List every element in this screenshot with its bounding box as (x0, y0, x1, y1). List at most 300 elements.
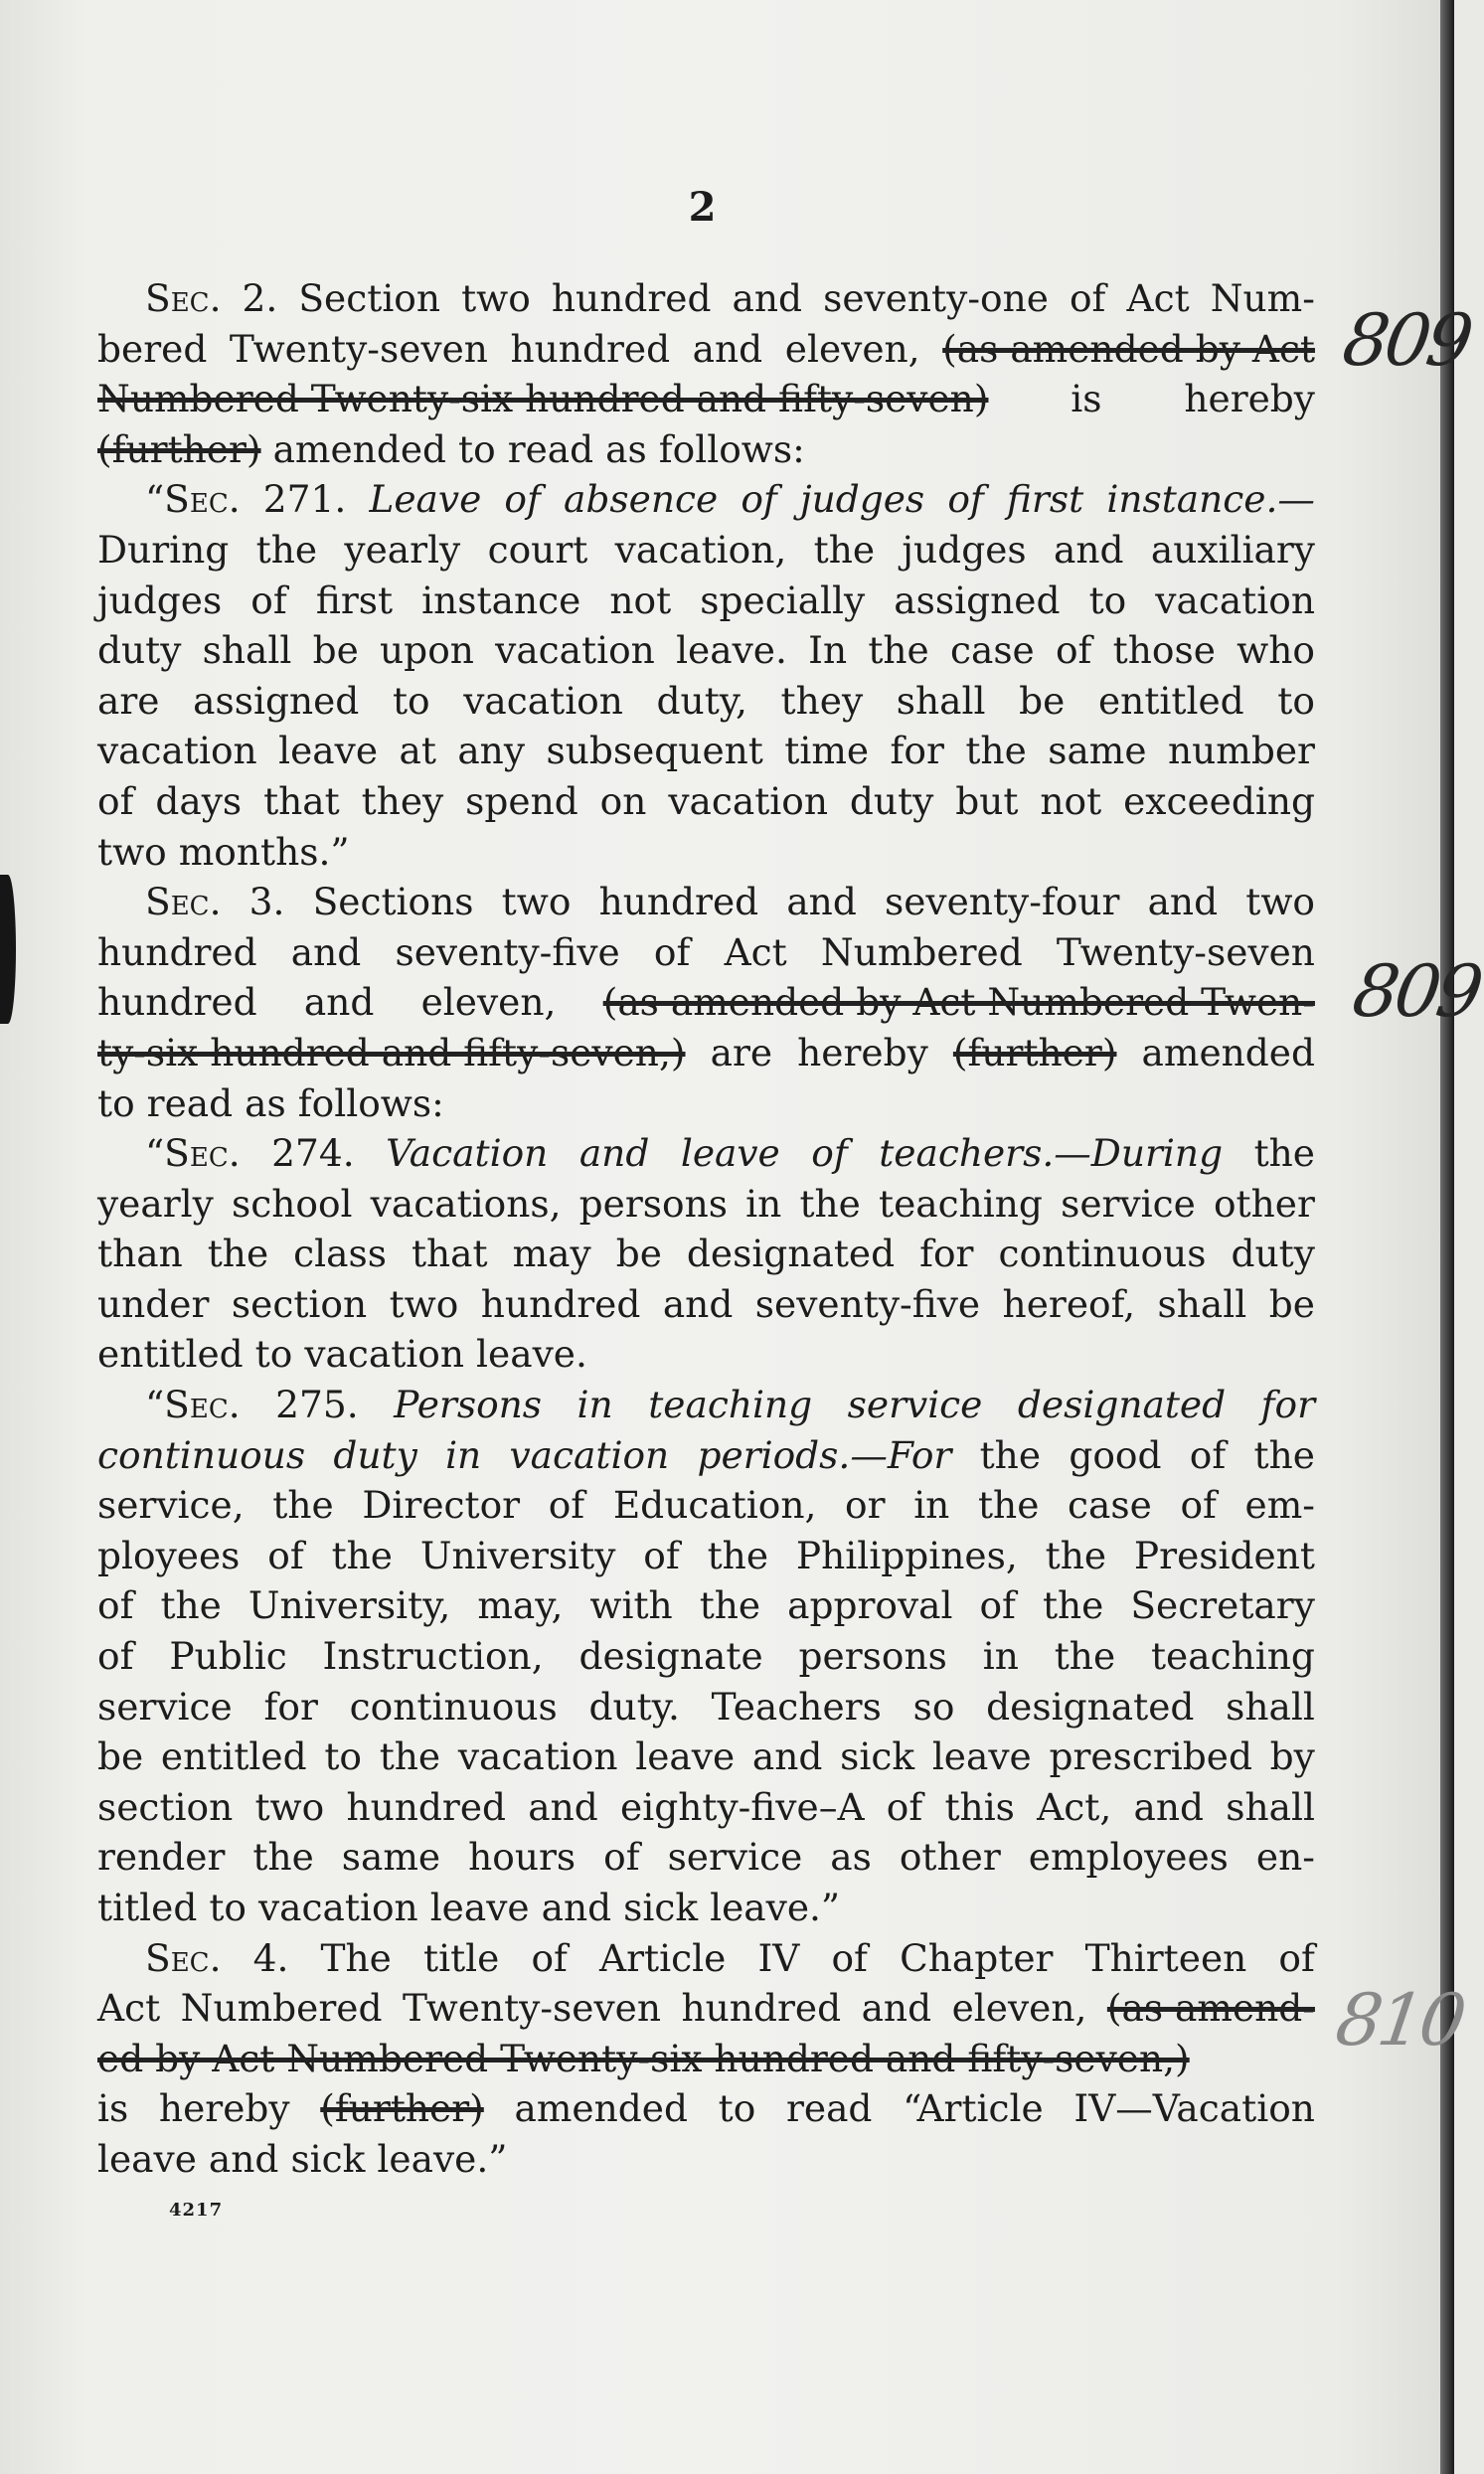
text-word: may (512, 1232, 591, 1276)
text-word: teaching (1150, 1634, 1315, 1679)
text-word: Persons (394, 1383, 543, 1427)
text-word: Sec. (145, 880, 222, 924)
text-word: hereby (1184, 377, 1315, 421)
text-word: leave (97, 2136, 197, 2181)
text-word: judges (799, 477, 925, 522)
text-word: to (324, 1734, 362, 1779)
text-word: vacation (463, 678, 623, 723)
text-word: duty, (656, 678, 747, 723)
text-word: instance (421, 577, 581, 622)
text-word: “Sec. (145, 477, 241, 522)
text-line (97, 1782, 1315, 1833)
text-word: the (1253, 1131, 1315, 1176)
text-word: the (868, 628, 929, 673)
text-word: of (1278, 1935, 1315, 1980)
text-word: and (528, 1784, 598, 1829)
text-word: of (504, 477, 541, 522)
text-word: same (1048, 729, 1147, 773)
text-word: first (1006, 477, 1084, 522)
text-word: to (97, 1080, 135, 1125)
text-word: to (1088, 577, 1127, 622)
margin-annotation-2: 809 (1348, 949, 1484, 1033)
text-line (97, 877, 1315, 927)
text-word: leave. (476, 1332, 587, 1377)
text-line (97, 2034, 1315, 2084)
text-word: read (146, 1080, 234, 1125)
text-word: the (272, 1483, 334, 1528)
text-line (97, 1732, 1315, 1782)
text-line (97, 1480, 1315, 1531)
text-word: the (813, 527, 876, 572)
text-word: the (160, 1583, 222, 1628)
text-word: who (1237, 628, 1315, 673)
text-word: teachers.—During (879, 1131, 1224, 1176)
text-word: Leave (369, 477, 482, 522)
text-word: same (341, 1835, 441, 1880)
text-line (97, 1682, 1315, 1732)
text-word: seventy-four (884, 880, 1120, 924)
text-line (97, 676, 1315, 727)
text-word: of (741, 477, 777, 522)
text-word: (further) (320, 2086, 484, 2131)
text-word: Public (169, 1634, 287, 1679)
text-line (97, 1078, 1315, 1129)
text-line (97, 1631, 1315, 1682)
text-word: are (710, 1030, 773, 1074)
text-line (97, 1279, 1315, 1330)
text-word: seventy-five (395, 929, 620, 974)
text-word: (further) (952, 1030, 1117, 1074)
text-word: the (1042, 1583, 1104, 1628)
text-word: hundred (598, 880, 759, 924)
text-word: Chapter (900, 1935, 1054, 1980)
text-word: the (1045, 1533, 1107, 1577)
text-word: for (890, 729, 944, 773)
text-word: sick (290, 2136, 366, 2181)
text-word: assigned (193, 678, 360, 723)
text-word: hundred (346, 1784, 507, 1829)
text-word: Instruction, (322, 1634, 544, 1679)
text-word: the (379, 1734, 441, 1779)
text-word: two (1245, 880, 1315, 924)
text-word: of (97, 1583, 134, 1628)
text-word: duty. (588, 1684, 680, 1729)
text-word: and (208, 2136, 279, 2181)
text-word: render (97, 1835, 226, 1880)
footer-code: 4217 (169, 2200, 224, 2221)
text-line (97, 525, 1315, 576)
text-line (97, 1430, 1315, 1481)
text-word: in (982, 1634, 1019, 1679)
text-line (97, 1179, 1315, 1230)
text-word: the (965, 729, 1027, 773)
text-word: eleven, (784, 326, 920, 371)
text-word: as (605, 426, 647, 471)
text-word: hereby (158, 2086, 290, 2131)
text-word: upon (380, 628, 474, 673)
text-word: instance.— (1106, 477, 1315, 522)
text-word: continuous (349, 1684, 558, 1729)
text-word: in (577, 1383, 613, 1427)
text-word: than (97, 1232, 183, 1276)
text-line (97, 1883, 1315, 1933)
text-word: en- (1255, 1835, 1315, 1880)
text-word: eighty-five–A (620, 1784, 865, 1829)
text-word: (as amended by Act (942, 326, 1315, 371)
text-word: Philippines, (795, 1533, 1018, 1577)
text-word: 2. (242, 276, 278, 320)
text-word: so (912, 1684, 955, 1729)
text-word: the (207, 1232, 269, 1276)
text-word: read (785, 2086, 873, 2131)
text-word: but (955, 778, 1019, 823)
text-word: under (97, 1281, 210, 1326)
text-word: 274. (271, 1131, 355, 1176)
text-line (97, 2083, 1315, 2134)
text-line (97, 1580, 1315, 1631)
text-word: persons (578, 1181, 729, 1226)
text-word: of (1069, 276, 1106, 320)
text-word: of (603, 1835, 640, 1880)
text-word: be (1019, 678, 1066, 723)
text-word: vacation (509, 1432, 670, 1477)
text-line (97, 374, 1315, 424)
text-word: ed by Act Numbered Twenty-six hundred and fifty-seven,) (97, 2036, 1190, 2080)
text-word: may, (477, 1583, 564, 1628)
text-word: not (1040, 778, 1102, 823)
text-word: follows: (297, 1080, 444, 1125)
text-word: and (541, 1886, 612, 1929)
text-word: (as amend- (1106, 1986, 1315, 2031)
text-word: leave (429, 1886, 530, 1929)
text-word: shall (1226, 1684, 1315, 1729)
text-word: the (799, 1181, 861, 1226)
text-word: of (1180, 1483, 1217, 1528)
text-word: eleven, (951, 1986, 1087, 2031)
text-line (97, 273, 1315, 324)
text-word: that (411, 1232, 488, 1276)
text-word: duty (333, 1432, 417, 1477)
text-line (97, 1933, 1315, 1984)
text-word: (further) (97, 426, 261, 471)
text-word: entitled (1097, 678, 1244, 723)
text-word: and (861, 1986, 932, 2031)
text-word: other (899, 1835, 1001, 1880)
text-word: vacation (668, 778, 829, 823)
text-line (97, 827, 1315, 878)
text-word: of (1189, 1432, 1227, 1477)
text-word: duty (849, 778, 934, 823)
text-line (97, 1832, 1315, 1883)
text-word: shall (896, 678, 986, 723)
text-line (97, 1531, 1315, 1581)
text-word: service, (97, 1483, 245, 1528)
text-word: leave (278, 729, 379, 773)
text-word: Vacation (386, 1131, 549, 1176)
text-word: designated (686, 1232, 896, 1276)
text-word: the (699, 1583, 761, 1628)
text-word: seventy-five (754, 1281, 981, 1326)
text-line (97, 324, 1315, 375)
text-word: of (531, 1935, 568, 1980)
text-word: be (312, 628, 359, 673)
text-word: vacation (97, 729, 257, 773)
text-word: Twenty-seven (1056, 929, 1315, 974)
text-word: and (578, 1131, 650, 1176)
text-word: vacation (1155, 577, 1315, 622)
text-word: those (1112, 628, 1216, 673)
margin-annotation-3: 810 (1331, 1978, 1468, 2062)
text-word: of (643, 1533, 680, 1577)
text-word: amended (1141, 1030, 1315, 1074)
text-word: court (487, 527, 588, 572)
text-word: two (501, 880, 572, 924)
text-word: of (979, 1583, 1016, 1628)
text-word: of (548, 1483, 585, 1528)
text-word: entitled (97, 1332, 244, 1377)
text-word: teaching (879, 1181, 1043, 1226)
text-line (97, 1380, 1315, 1430)
text-word: and (303, 980, 375, 1025)
text-word: are (97, 678, 160, 723)
text-line (97, 927, 1315, 978)
text-word: auxiliary (1150, 527, 1315, 572)
text-word: be (97, 1734, 144, 1779)
text-word: service (97, 1684, 233, 1729)
text-word: this (944, 1784, 1015, 1829)
text-word: at (399, 729, 436, 773)
text-line (97, 576, 1315, 626)
text-word: designated (1017, 1383, 1227, 1427)
text-word: continuous (97, 1432, 306, 1477)
margin-annotation-1: 809 (1338, 298, 1475, 382)
text-word: months.” (178, 829, 350, 874)
text-word: hereby (797, 1030, 928, 1074)
text-word: University (419, 1533, 616, 1577)
binding-mark (0, 875, 16, 1024)
text-line (97, 776, 1315, 827)
text-word: 275. (275, 1383, 359, 1427)
text-word: em- (1244, 1483, 1315, 1528)
text-word: the (1054, 1634, 1116, 1679)
text-word: of (653, 929, 691, 974)
text-word: two (254, 1784, 325, 1829)
text-word: Thirteen (1084, 1935, 1247, 1980)
text-word: and (692, 326, 763, 371)
text-word: yearly (97, 1181, 214, 1226)
text-word: ty-six hundred and fifty-seven,) (97, 1030, 686, 1074)
text-word: Education, (612, 1483, 817, 1528)
text-word: vacations, (370, 1181, 562, 1226)
text-word: to (254, 1332, 293, 1377)
text-word: class (293, 1232, 387, 1276)
text-word: leave (680, 1131, 780, 1176)
text-line (97, 977, 1315, 1028)
text-word: hundred (681, 1986, 842, 2031)
text-word: Article (599, 1935, 727, 1980)
text-line (97, 625, 1315, 676)
text-word: exceeding (1123, 778, 1315, 823)
text-word: vacation (495, 628, 655, 673)
text-word: leave.” (377, 2136, 508, 2181)
text-word: yearly (344, 527, 461, 572)
text-word: other (1213, 1181, 1315, 1226)
text-word: for (919, 1232, 974, 1276)
text-word: 271. (262, 477, 347, 522)
text-word: President (1133, 1533, 1315, 1577)
text-word: IV—Vacation (1073, 2086, 1315, 2131)
text-word: Act (724, 929, 787, 974)
text-word: service (667, 1835, 803, 1880)
text-word: The (320, 1935, 392, 1980)
text-word: In (808, 628, 848, 673)
text-word: “Sec. (145, 1131, 241, 1176)
text-word: to (1277, 678, 1315, 723)
text-word: days (155, 778, 243, 823)
text-word: continuous (998, 1232, 1207, 1276)
text-word: of (831, 1935, 868, 1980)
text-word: of (811, 1131, 848, 1176)
text-word: IV (757, 1935, 800, 1980)
text-word: any (457, 729, 526, 773)
text-word: “Sec. (145, 1383, 241, 1427)
text-word: for (1260, 1383, 1315, 1427)
text-word: the (252, 1835, 314, 1880)
text-word: time (784, 729, 870, 773)
text-word: seventy-one (823, 276, 1049, 320)
text-word: and (732, 276, 803, 320)
text-word: Num- (1210, 276, 1315, 320)
page-number: 2 (688, 184, 717, 231)
text-word: in (445, 1432, 482, 1477)
text-word: designated (986, 1684, 1195, 1729)
text-word: to (209, 1886, 247, 1929)
text-word: to (458, 426, 496, 471)
text-word: titled (97, 1886, 198, 1929)
text-word: During (97, 527, 230, 572)
text-word: good (1069, 1432, 1162, 1477)
text-word: number (1167, 729, 1315, 773)
text-word: hundred (551, 276, 712, 320)
text-word: approval (787, 1583, 953, 1628)
text-word: Numbered (820, 929, 1023, 974)
text-word: Director (362, 1483, 521, 1528)
text-word: prescribed (1049, 1734, 1252, 1779)
text-word: of (1055, 628, 1092, 673)
text-word: Twenty-seven (402, 1986, 661, 2031)
text-word: for (263, 1684, 318, 1729)
text-word: first (315, 577, 394, 622)
text-word: vacation (304, 1332, 465, 1377)
text-word: Numbered (180, 1986, 383, 2031)
text-word: be (1268, 1281, 1315, 1326)
text-word: judges (902, 527, 1027, 572)
text-word: of (267, 1533, 304, 1577)
text-word: hundred (97, 980, 257, 1025)
text-word: persons (798, 1634, 947, 1679)
text-word: with (589, 1583, 673, 1628)
text-word: vacation (257, 1886, 418, 1929)
text-word: to (392, 678, 430, 723)
text-word: Twenty-seven (229, 326, 488, 371)
text-word: and (1053, 527, 1124, 572)
text-word: shall (202, 628, 292, 673)
text-word: by (1269, 1734, 1315, 1779)
text-word: sick (623, 1886, 699, 1929)
text-word: amended (514, 2086, 688, 2131)
text-word: school (231, 1181, 353, 1226)
text-word: follows: (658, 426, 805, 471)
text-word: they (361, 778, 444, 823)
text-word: and (290, 929, 362, 974)
text-word: Act (1126, 276, 1190, 320)
text-line (97, 1329, 1315, 1380)
text-word: to (718, 2086, 756, 2131)
text-line (97, 726, 1315, 776)
text-word: of (97, 778, 134, 823)
text-word: and (1147, 880, 1219, 924)
text-word: 3. (248, 880, 285, 924)
text-word: leave (635, 1734, 736, 1779)
text-word: Teachers (711, 1684, 882, 1729)
text-word: and (1133, 1784, 1204, 1829)
document-body (97, 273, 1315, 2185)
text-word: case (1068, 1483, 1152, 1528)
text-word: the (979, 1432, 1042, 1477)
text-word: the (1253, 1432, 1315, 1477)
text-word: “Article (903, 2086, 1044, 2131)
text-word: hundred (480, 1281, 641, 1326)
text-word: subsequent (546, 729, 763, 773)
text-word: not (609, 577, 672, 622)
text-word: leave (931, 1734, 1032, 1779)
text-word: and (751, 1734, 823, 1779)
text-word: two (97, 829, 167, 874)
text-line (97, 474, 1315, 525)
text-word: or (845, 1483, 886, 1528)
text-word: leave. (676, 628, 787, 673)
text-line (97, 1028, 1315, 1078)
text-word: title (423, 1935, 500, 1980)
text-word: that (263, 778, 340, 823)
text-word: hours (468, 1835, 577, 1880)
text-word: read (507, 426, 594, 471)
text-word: hereof, (1002, 1281, 1136, 1326)
text-word: in (745, 1181, 782, 1226)
text-word: case (949, 628, 1035, 673)
text-word: as (830, 1835, 872, 1880)
text-word: is (1071, 377, 1102, 421)
text-word: they (780, 678, 864, 723)
text-word: assigned (894, 577, 1061, 622)
text-word: duty (97, 628, 182, 673)
text-word: sick (840, 1734, 915, 1779)
text-word: University, (247, 1583, 451, 1628)
text-word: of (250, 577, 287, 622)
text-word: shall (1157, 1281, 1247, 1326)
text-word: 4. (252, 1935, 289, 1980)
text-word: (as amended by Act Numbered Twen- (602, 980, 1315, 1025)
text-word: amended (272, 426, 447, 471)
text-word: be (615, 1232, 662, 1276)
text-word: periods.—For (697, 1432, 952, 1477)
text-word: leave.” (710, 1886, 841, 1929)
text-word: service (1061, 1181, 1196, 1226)
text-word: the (707, 1533, 769, 1577)
text-word: Act (97, 1986, 161, 2031)
text-line (97, 424, 1315, 475)
text-word: eleven, (420, 980, 557, 1025)
